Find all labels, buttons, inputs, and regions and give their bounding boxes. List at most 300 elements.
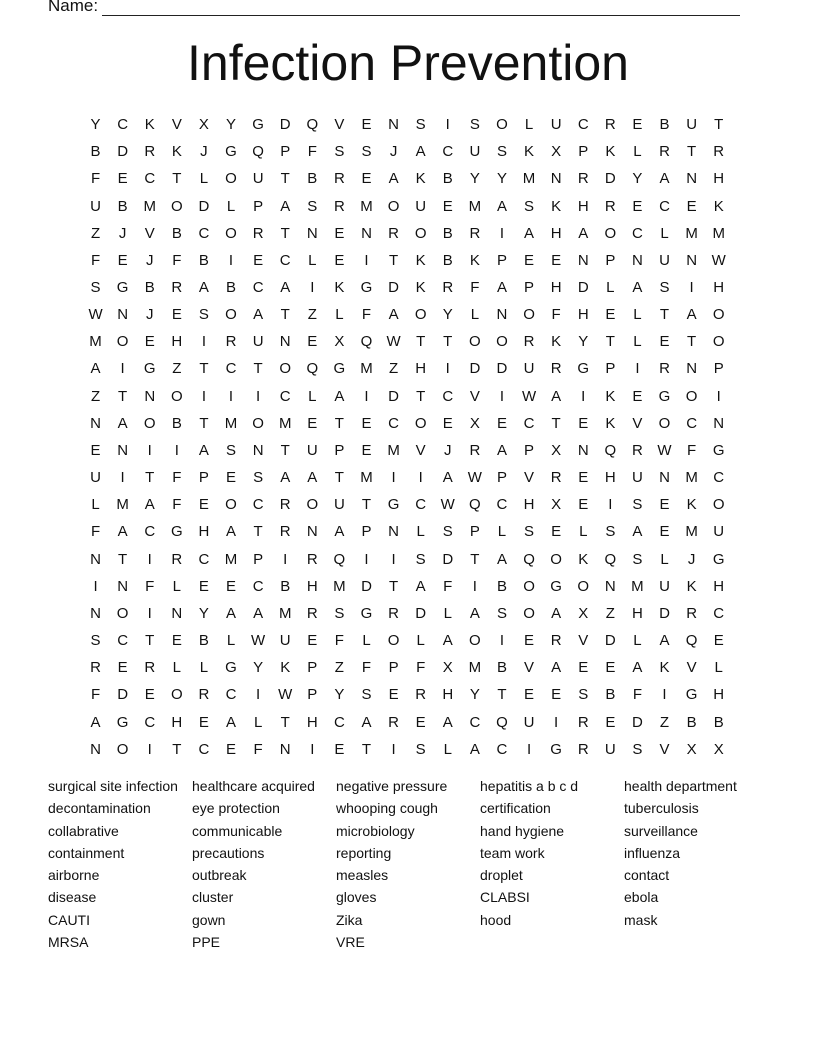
grid-letter: N — [686, 360, 698, 378]
grid-letter: K — [713, 197, 724, 215]
grid-letter: D — [469, 360, 481, 378]
grid-letter: V — [469, 387, 480, 405]
grid-letter: L — [308, 251, 317, 269]
grid-letter: P — [496, 251, 507, 269]
grid-letter: Z — [334, 659, 344, 677]
grid-letter: D — [442, 550, 454, 568]
grid-letter: M — [685, 469, 698, 487]
grid-letter: Z — [388, 360, 399, 378]
grid-letter: M — [360, 360, 373, 378]
grid-letter: T — [199, 414, 209, 432]
grid-letter: C — [252, 577, 264, 595]
grid-letter: U — [659, 577, 670, 595]
grid-letter: B — [144, 279, 155, 297]
grid-letter: E — [307, 333, 318, 351]
grid-letter: R — [225, 333, 237, 351]
grid-letter: T — [361, 740, 372, 758]
grid-letter: S — [524, 523, 535, 541]
grid-letter: H — [198, 523, 210, 541]
grid-letter: O — [116, 604, 129, 622]
word-bank-item: droplet — [480, 867, 523, 884]
grid-letter: P — [713, 360, 724, 378]
grid-letter: I — [147, 550, 152, 568]
grid-letter: D — [117, 686, 129, 704]
grid-letter: M — [116, 496, 129, 514]
grid-letter: O — [143, 414, 156, 432]
grid-letter: T — [605, 333, 615, 351]
grid-letter: O — [225, 306, 237, 324]
grid-letter: I — [391, 550, 396, 568]
grid-letter: L — [416, 523, 425, 541]
grid-letter: M — [685, 224, 698, 242]
grid-letter: J — [389, 143, 398, 161]
grid-letter: N — [577, 251, 589, 269]
grid-letter: I — [364, 550, 369, 568]
grid-letter: K — [605, 414, 616, 432]
grid-letter: W — [467, 469, 482, 487]
grid-letter: G — [170, 523, 183, 541]
grid-letter: U — [90, 197, 101, 215]
grid-letter: R — [577, 170, 589, 188]
grid-letter: Y — [496, 170, 507, 188]
grid-letter: F — [443, 577, 453, 595]
grid-letter: O — [658, 414, 671, 432]
grid-letter: P — [469, 523, 480, 541]
grid-letter: U — [550, 116, 562, 134]
grid-letter: L — [308, 387, 317, 405]
grid-letter: R — [252, 224, 264, 242]
grid-letter: E — [659, 333, 670, 351]
grid-letter: I — [147, 441, 152, 459]
word-bank-item: PPE — [192, 934, 221, 951]
grid-letter: B — [198, 251, 209, 269]
grid-letter: G — [550, 577, 562, 595]
grid-letter: I — [310, 740, 315, 758]
grid-letter: L — [660, 550, 669, 568]
grid-letter: S — [496, 604, 507, 622]
word-bank-item: surgical site infection — [48, 778, 178, 794]
grid-letter: D — [388, 387, 399, 405]
grid-letter: L — [416, 632, 425, 650]
grid-letter: I — [526, 740, 532, 758]
grid-letter: A — [415, 577, 426, 595]
grid-letter: T — [551, 414, 561, 432]
grid-letter: U — [252, 170, 264, 188]
grid-letter: D — [659, 604, 670, 622]
grid-letter: A — [90, 360, 101, 378]
grid-letter: C — [415, 496, 427, 514]
grid-letter: P — [307, 659, 318, 677]
grid-letter: C — [144, 170, 156, 188]
grid-letter: E — [334, 740, 345, 758]
grid-letter: H — [713, 577, 725, 595]
grid-letter: L — [443, 740, 452, 758]
grid-letter: A — [442, 632, 453, 650]
grid-letter: F — [416, 659, 426, 677]
grid-letter: H — [306, 577, 318, 595]
word-bank-item: team work — [480, 844, 545, 861]
grid-letter: G — [225, 143, 237, 161]
grid-letter: T — [280, 306, 290, 324]
grid-letter: G — [360, 604, 373, 622]
grid-letter: I — [201, 387, 206, 405]
grid-letter: R — [333, 170, 345, 188]
grid-letter: A — [578, 224, 589, 242]
grid-letter: S — [632, 550, 643, 568]
grid-letter: S — [253, 469, 264, 487]
grid-letter: T — [361, 496, 372, 514]
grid-letter: A — [144, 496, 155, 514]
grid-letter: L — [606, 279, 615, 297]
grid-letter: M — [360, 469, 373, 487]
word-bank-item: outbreak — [192, 867, 247, 884]
grid-letter: P — [334, 441, 345, 459]
grid-letter: U — [523, 360, 535, 378]
grid-letter: O — [604, 224, 617, 242]
grid-letter: A — [551, 659, 562, 677]
grid-letter: L — [362, 632, 371, 650]
grid-letter: N — [306, 224, 318, 242]
grid-letter: E — [171, 306, 182, 324]
grid-letter: E — [551, 251, 562, 269]
grid-letter: G — [116, 279, 129, 297]
grid-letter: K — [280, 659, 291, 677]
grid-letter: N — [90, 550, 101, 568]
grid-letter: F — [90, 523, 101, 541]
grid-letter: T — [659, 306, 670, 324]
grid-letter: Z — [307, 306, 317, 324]
grid-letter: T — [280, 170, 290, 188]
grid-letter: L — [199, 659, 209, 677]
grid-letter: I — [554, 713, 559, 731]
grid-letter: I — [418, 469, 423, 487]
grid-letter: I — [364, 251, 369, 269]
grid-letter: R — [333, 197, 345, 215]
grid-letter: A — [632, 659, 643, 677]
grid-letter: A — [469, 604, 480, 622]
grid-letter: E — [198, 496, 209, 514]
grid-letter: K — [415, 279, 426, 297]
grid-letter: N — [361, 224, 372, 242]
grid-letter: E — [713, 632, 724, 650]
grid-letter: C — [198, 224, 210, 242]
grid-letter: O — [712, 333, 725, 351]
grid-letter: C — [144, 523, 156, 541]
grid-letter: E — [605, 659, 616, 677]
grid-letter: Q — [306, 116, 319, 134]
grid-letter: E — [632, 116, 643, 134]
grid-letter: K — [334, 279, 345, 297]
grid-letter: G — [577, 360, 590, 378]
grid-letter: C — [686, 414, 698, 432]
grid-letter: U — [333, 496, 345, 514]
grid-letter: M — [333, 577, 346, 595]
grid-letter: O — [414, 414, 427, 432]
grid-letter: P — [307, 686, 318, 704]
grid-letter: O — [712, 306, 725, 324]
grid-letter: W — [440, 496, 455, 514]
grid-letter: R — [388, 713, 399, 731]
grid-letter: O — [387, 197, 400, 215]
grid-letter: E — [90, 441, 101, 459]
grid-letter: L — [172, 577, 181, 595]
grid-letter: W — [386, 333, 401, 351]
grid-letter: S — [90, 632, 101, 650]
word-bank-item: gloves — [336, 889, 377, 906]
grid-letter: E — [144, 686, 155, 704]
word-bank-item: cluster — [192, 889, 234, 906]
grid-letter: I — [716, 387, 721, 405]
grid-letter: R — [686, 604, 698, 622]
grid-letter: A — [226, 713, 237, 731]
page-title: Infection Prevention — [187, 35, 629, 91]
grid-letter: C — [496, 496, 508, 514]
grid-letter: E — [578, 469, 589, 487]
grid-letter: H — [713, 279, 725, 297]
grid-letter: F — [90, 170, 101, 188]
grid-letter: E — [632, 197, 643, 215]
grid-letter: W — [251, 632, 266, 650]
grid-letter: I — [174, 441, 179, 459]
grid-letter: S — [307, 197, 318, 215]
grid-letter: N — [117, 441, 129, 459]
grid-letter: N — [90, 414, 101, 432]
word-bank-item: eye protection — [192, 800, 280, 817]
grid-letter: A — [442, 713, 453, 731]
grid-letter: E — [578, 414, 589, 432]
grid-letter: B — [307, 170, 318, 188]
grid-letter: N — [117, 306, 129, 324]
word-bank-item: Zika — [336, 911, 363, 928]
grid-letter: R — [171, 550, 183, 568]
grid-letter: M — [360, 197, 373, 215]
grid-letter: S — [415, 550, 426, 568]
grid-letter: E — [361, 116, 372, 134]
word-bank-item: microbiology — [336, 822, 415, 839]
grid-letter: X — [442, 659, 453, 677]
grid-letter: Y — [578, 333, 589, 351]
grid-letter: A — [469, 740, 480, 758]
grid-letter: A — [686, 306, 697, 324]
grid-letter: T — [334, 469, 344, 487]
grid-letter: T — [118, 387, 128, 405]
grid-letter: L — [470, 306, 480, 324]
grid-letter: Y — [334, 686, 345, 704]
grid-letter: R — [550, 360, 562, 378]
grid-letter: T — [470, 550, 480, 568]
name-blank-line[interactable] — [102, 0, 740, 16]
grid-letter: D — [361, 577, 372, 595]
grid-letter: N — [604, 577, 616, 595]
grid-letter: E — [226, 740, 237, 758]
grid-letter: J — [444, 441, 452, 459]
grid-letter: S — [496, 143, 507, 161]
grid-letter: C — [225, 360, 237, 378]
grid-letter: T — [280, 224, 290, 242]
grid-letter: O — [523, 577, 535, 595]
word-bank-item: communicable — [192, 822, 283, 839]
grid-letter: V — [524, 469, 535, 487]
grid-letter: W — [88, 306, 103, 324]
grid-letter: S — [632, 496, 643, 514]
grid-letter: R — [469, 441, 481, 459]
word-bank-item: hand hygiene — [480, 822, 565, 839]
grid-letter: C — [333, 713, 345, 731]
grid-letter: E — [117, 659, 128, 677]
grid-letter: G — [252, 116, 264, 134]
grid-letter: L — [226, 197, 236, 215]
word-bank-item: CAUTI — [48, 911, 90, 928]
grid-letter: A — [659, 632, 670, 650]
grid-letter: G — [143, 360, 156, 378]
grid-letter: P — [280, 143, 291, 161]
grid-letter: X — [713, 740, 724, 758]
grid-letter: I — [391, 740, 396, 758]
grid-letter: A — [90, 713, 101, 731]
grid-letter: E — [307, 632, 318, 650]
grid-letter: A — [415, 143, 426, 161]
grid-letter: I — [228, 251, 234, 269]
grid-letter: P — [524, 279, 535, 297]
grid-letter: D — [604, 170, 616, 188]
grid-letter: C — [252, 496, 264, 514]
word-bank-item: hood — [480, 911, 512, 928]
grid-letter: E — [551, 523, 562, 541]
word-bank-item: measles — [336, 867, 389, 884]
grid-letter: E — [388, 686, 399, 704]
grid-letter: A — [388, 306, 399, 324]
grid-letter: H — [171, 713, 183, 731]
grid-letter: E — [442, 414, 453, 432]
grid-letter: F — [632, 686, 642, 704]
grid-letter: J — [145, 306, 154, 324]
grid-letter: R — [415, 686, 427, 704]
grid-letter: A — [361, 713, 372, 731]
grid-letter: H — [442, 686, 454, 704]
grid-letter: A — [442, 469, 453, 487]
grid-letter: N — [252, 441, 264, 459]
grid-letter: K — [551, 333, 562, 351]
grid-letter: L — [253, 713, 263, 731]
grid-letter: W — [521, 387, 537, 405]
grid-letter: F — [145, 577, 155, 595]
grid-letter: E — [578, 496, 589, 514]
grid-letter: O — [496, 333, 508, 351]
grid-letter: O — [712, 496, 725, 514]
grid-letter: L — [199, 170, 209, 188]
grid-letter: C — [279, 387, 291, 405]
grid-letter: D — [117, 143, 129, 161]
grid-letter: X — [551, 143, 562, 161]
grid-letter: B — [713, 713, 724, 731]
grid-letter: O — [523, 306, 535, 324]
grid-letter: K — [415, 170, 426, 188]
word-bank-item: mask — [624, 911, 658, 928]
grid-letter: E — [334, 224, 345, 242]
word-bank-item: healthcare acquired — [192, 778, 315, 794]
grid-letter: R — [604, 197, 616, 215]
grid-letter: U — [686, 116, 698, 134]
grid-letter: C — [117, 116, 129, 134]
grid-letter: R — [144, 143, 156, 161]
grid-letter: T — [443, 333, 453, 351]
grid-letter: S — [524, 197, 535, 215]
grid-letter: I — [147, 740, 152, 758]
grid-letter: D — [415, 604, 427, 622]
grid-letter: A — [253, 306, 264, 324]
grid-letter: F — [90, 686, 101, 704]
grid-letter: I — [499, 387, 505, 405]
grid-letter: F — [551, 306, 561, 324]
word-bank-item: influenza — [624, 844, 681, 861]
grid-letter: K — [686, 496, 697, 514]
grid-letter: D — [632, 713, 643, 731]
name-field[interactable] — [48, 0, 740, 16]
grid-letter: L — [226, 632, 236, 650]
grid-letter: X — [198, 116, 209, 134]
grid-letter: N — [279, 333, 291, 351]
grid-letter: K — [686, 577, 697, 595]
grid-letter: H — [550, 224, 562, 242]
grid-letter: T — [687, 143, 697, 161]
grid-letter: E — [496, 414, 507, 432]
grid-letter: L — [443, 604, 452, 622]
grid-letter: A — [551, 604, 562, 622]
grid-letter: N — [550, 170, 562, 188]
word-bank-item: CLABSI — [480, 889, 530, 906]
grid-letter: A — [198, 441, 209, 459]
grid-letter: N — [90, 740, 101, 758]
grid-letter: G — [116, 713, 129, 731]
grid-letter: D — [577, 279, 589, 297]
grid-letter: R — [659, 360, 670, 378]
grid-letter: S — [659, 279, 670, 297]
grid-letter: E — [442, 197, 453, 215]
grid-letter: I — [120, 469, 125, 487]
grid-letter: F — [307, 143, 317, 161]
grid-letter: U — [252, 333, 264, 351]
grid-letter: W — [711, 251, 726, 269]
grid-letter: E — [415, 713, 426, 731]
grid-letter: E — [226, 469, 237, 487]
grid-letter: R — [388, 224, 399, 242]
grid-letter: C — [117, 632, 129, 650]
word-bank-item: whooping cough — [336, 800, 438, 817]
grid-letter: N — [306, 523, 318, 541]
grid-letter: K — [605, 143, 616, 161]
grid-letter: H — [632, 604, 643, 622]
grid-letter: X — [578, 604, 589, 622]
grid-letter: O — [469, 632, 481, 650]
grid-letter: B — [442, 251, 453, 269]
grid-letter: M — [224, 414, 238, 432]
grid-letter: O — [550, 550, 562, 568]
grid-letter: U — [632, 469, 643, 487]
grid-letter: V — [659, 740, 670, 758]
grid-letter: O — [225, 224, 237, 242]
grid-letter: B — [442, 170, 453, 188]
grid-letter: G — [225, 659, 237, 677]
grid-letter: N — [713, 414, 725, 432]
grid-letter: C — [523, 414, 535, 432]
grid-letter: O — [170, 686, 183, 704]
grid-letter: E — [524, 251, 535, 269]
word-bank-item: containment — [48, 844, 125, 861]
grid-letter: Q — [685, 632, 698, 650]
grid-letter: B — [198, 632, 209, 650]
grid-letter: A — [307, 469, 318, 487]
grid-letter: I — [499, 632, 505, 650]
